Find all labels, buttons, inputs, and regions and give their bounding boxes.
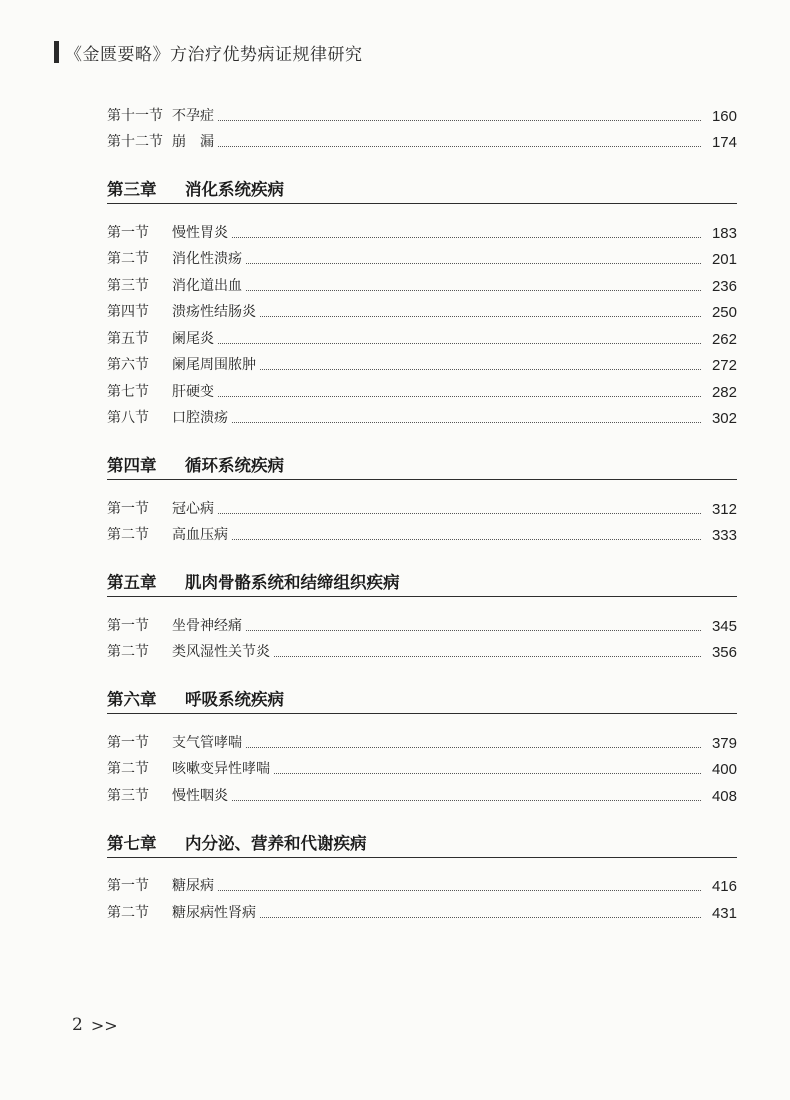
section-number: 第一节: [107, 734, 149, 751]
dot-leader: [218, 145, 701, 147]
dot-leader: [218, 395, 701, 397]
chapter-number: 第七章: [107, 833, 157, 853]
chapter-6: [107, 680, 737, 805]
page-number: 302: [711, 410, 737, 427]
dot-leader: [218, 119, 701, 121]
toc-entry[interactable]: [107, 374, 737, 401]
section-number: 第五节: [107, 330, 149, 347]
section-number: 第二节: [107, 761, 149, 777]
chapter-title: 肌肉骨骼系统和结缔组织疾病: [185, 573, 400, 592]
section-title: 崩 漏: [172, 134, 214, 150]
section-number: 第二节: [107, 904, 149, 921]
page-number: 333: [711, 527, 737, 544]
page-number: 174: [711, 134, 737, 151]
section-title: 支气管哮喘: [172, 734, 242, 751]
section-number: 第一节: [107, 500, 149, 517]
toc-entry[interactable]: [107, 215, 737, 242]
page-number: 160: [711, 107, 737, 125]
section-number: 第二节: [107, 527, 149, 543]
section-title: 冠心病: [172, 500, 214, 517]
page-number: 379: [711, 734, 737, 752]
dot-leader: [218, 342, 701, 344]
dot-leader: [218, 512, 701, 514]
section-title: 糖尿病: [172, 878, 214, 894]
chapter-7: [107, 824, 737, 922]
page-number: 282: [711, 383, 737, 401]
toc-entry[interactable]: [107, 242, 737, 269]
page-number: 272: [711, 357, 737, 374]
section-title: 阑尾炎: [172, 330, 214, 347]
toc-entry[interactable]: [107, 725, 737, 752]
toc-entry[interactable]: [107, 348, 737, 375]
chapter-number: 第四章: [107, 456, 157, 475]
page-number: 312: [711, 500, 737, 518]
chapter-title: 消化系统疾病: [185, 180, 284, 199]
page-footer: [72, 1015, 118, 1035]
dot-leader: [232, 799, 701, 801]
section-title: 消化道出血: [172, 277, 242, 294]
toc-entry[interactable]: [107, 125, 737, 152]
page-number: 408: [711, 787, 737, 805]
chapter-heading[interactable]: [107, 170, 737, 204]
chapter-title: 呼吸系统疾病: [185, 690, 284, 709]
page-number: 201: [711, 251, 737, 268]
toc-entry[interactable]: [107, 518, 737, 545]
section-number: 第十一节: [107, 107, 163, 124]
page-number: 431: [711, 904, 737, 922]
chapter-number: 第六章: [107, 690, 157, 709]
section-title: 溃疡性结肠炎: [172, 304, 256, 320]
section-title: 慢性胃炎: [172, 224, 228, 241]
section-title: 肝硬变: [172, 383, 214, 400]
toc-entry[interactable]: [107, 778, 737, 805]
section-title: 消化性溃疡: [172, 251, 242, 267]
toc-entry[interactable]: [107, 401, 737, 428]
page-number: 345: [711, 617, 737, 635]
section-number: 第一节: [107, 224, 149, 241]
toc-entry[interactable]: [107, 321, 737, 348]
chapter-title: 循环系统疾病: [185, 456, 284, 475]
chapter-5: [107, 563, 737, 661]
section-number: 第二节: [107, 251, 149, 267]
chapter-heading[interactable]: [107, 680, 737, 714]
toc-entry[interactable]: [107, 752, 737, 779]
double-chevron-icon: >>: [90, 1015, 118, 1035]
dot-leader: [218, 889, 701, 891]
chapter-3: [107, 170, 737, 427]
dot-leader: [274, 772, 701, 774]
page-number: 400: [711, 761, 737, 778]
toc-entry[interactable]: [107, 98, 737, 125]
folio-number: 2: [72, 1015, 83, 1035]
book-title: 《金匮要略》方治疗优势病证规律研究: [65, 44, 363, 65]
section-title: 慢性咽炎: [172, 787, 228, 804]
toc-entry[interactable]: [107, 635, 737, 662]
section-title: 高血压病: [172, 527, 228, 543]
dot-leader: [260, 368, 701, 370]
dot-leader: [260, 916, 701, 918]
page-number: 236: [711, 277, 737, 295]
toc-entry[interactable]: [107, 491, 737, 518]
section-number: 第三节: [107, 787, 149, 804]
chapter-heading[interactable]: [107, 446, 737, 480]
section-number: 第一节: [107, 878, 149, 894]
section-number: 第六节: [107, 357, 149, 373]
section-number: 第二节: [107, 644, 149, 660]
header-bar: [54, 41, 59, 63]
section-number: 第三节: [107, 277, 149, 294]
dot-leader: [232, 538, 701, 540]
toc-entry[interactable]: [107, 869, 737, 896]
toc-entry[interactable]: [107, 268, 737, 295]
chapter-heading[interactable]: [107, 824, 737, 858]
section-number: 第七节: [107, 383, 149, 400]
dot-leader: [232, 236, 701, 238]
section-title: 口腔溃疡: [172, 410, 228, 426]
chapter-number: 第三章: [107, 180, 157, 199]
section-number: 第一节: [107, 617, 149, 634]
page-number: 356: [711, 644, 737, 661]
section-title: 糖尿病性肾病: [172, 904, 256, 921]
toc-entry[interactable]: [107, 295, 737, 322]
chapter-title: 内分泌、营养和代谢疾病: [185, 833, 367, 853]
dot-leader: [246, 746, 701, 748]
page-number: 250: [711, 304, 737, 321]
table-of-contents: [107, 98, 737, 922]
section-title: 类风湿性关节炎: [172, 644, 270, 660]
page-number: 183: [711, 224, 737, 242]
section-title: 咳嗽变异性哮喘: [172, 761, 270, 777]
section-title: 不孕症: [172, 107, 214, 124]
section-number: 第四节: [107, 304, 149, 320]
dot-leader: [246, 629, 701, 631]
dot-leader: [260, 315, 701, 317]
section-number: 第十二节: [107, 134, 163, 150]
toc-entry[interactable]: [107, 895, 737, 922]
section-title: 阑尾周围脓肿: [172, 357, 256, 373]
toc-continued-section: [107, 98, 737, 151]
chapter-number: 第五章: [107, 573, 157, 592]
chapter-4: [107, 446, 737, 544]
page-number: 416: [711, 878, 737, 895]
toc-entry[interactable]: [107, 608, 737, 635]
dot-leader: [274, 655, 701, 657]
dot-leader: [246, 262, 701, 264]
running-header: [54, 41, 363, 63]
section-number: 第八节: [107, 410, 149, 426]
section-title: 坐骨神经痛: [172, 617, 242, 634]
chapter-heading[interactable]: [107, 563, 737, 597]
dot-leader: [232, 421, 701, 423]
dot-leader: [246, 289, 701, 291]
page-number: 262: [711, 330, 737, 348]
